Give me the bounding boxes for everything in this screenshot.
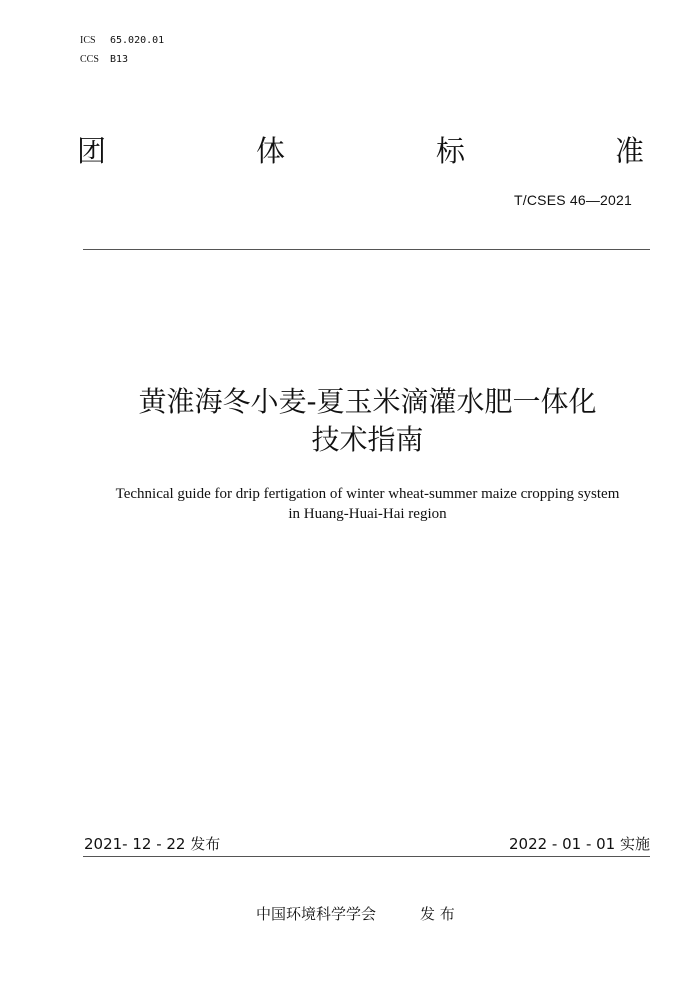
issue-date: 2021- 12 - 22 发布: [84, 835, 221, 853]
publisher-name: 中国环境科学学会: [256, 905, 377, 923]
publisher-action: 发 布: [420, 905, 455, 923]
ccs-line: [80, 54, 128, 66]
implement-date: 2022 - 01 - 01 实施: [508, 835, 650, 853]
standard-code: T/CSES 46—2021: [514, 192, 632, 208]
top-divider: [83, 249, 650, 250]
standard-type-char-4: 准: [615, 134, 645, 168]
ics-label: ICS: [80, 35, 96, 46]
title-en-line1: Technical guide for drip fertigation of winter wheat-summer maize cropping system: [115, 486, 620, 502]
title-en-line2: in Huang-Huai-Hai region: [288, 506, 447, 522]
bottom-divider: [83, 856, 650, 857]
ics-line: [80, 35, 164, 47]
ccs-value: B13: [110, 54, 129, 65]
standard-type-char-3: 标: [436, 134, 466, 168]
standard-type-char-1: 团: [77, 134, 107, 168]
standard-type-char-2: 体: [256, 134, 286, 168]
title-cn-line1: 黄淮海冬小麦-夏玉米滴灌水肥一体化: [138, 385, 597, 418]
ccs-label: CCS: [80, 54, 99, 65]
title-cn-line2: 技术指南: [311, 423, 424, 456]
ics-value: 65.020.01: [110, 35, 165, 46]
